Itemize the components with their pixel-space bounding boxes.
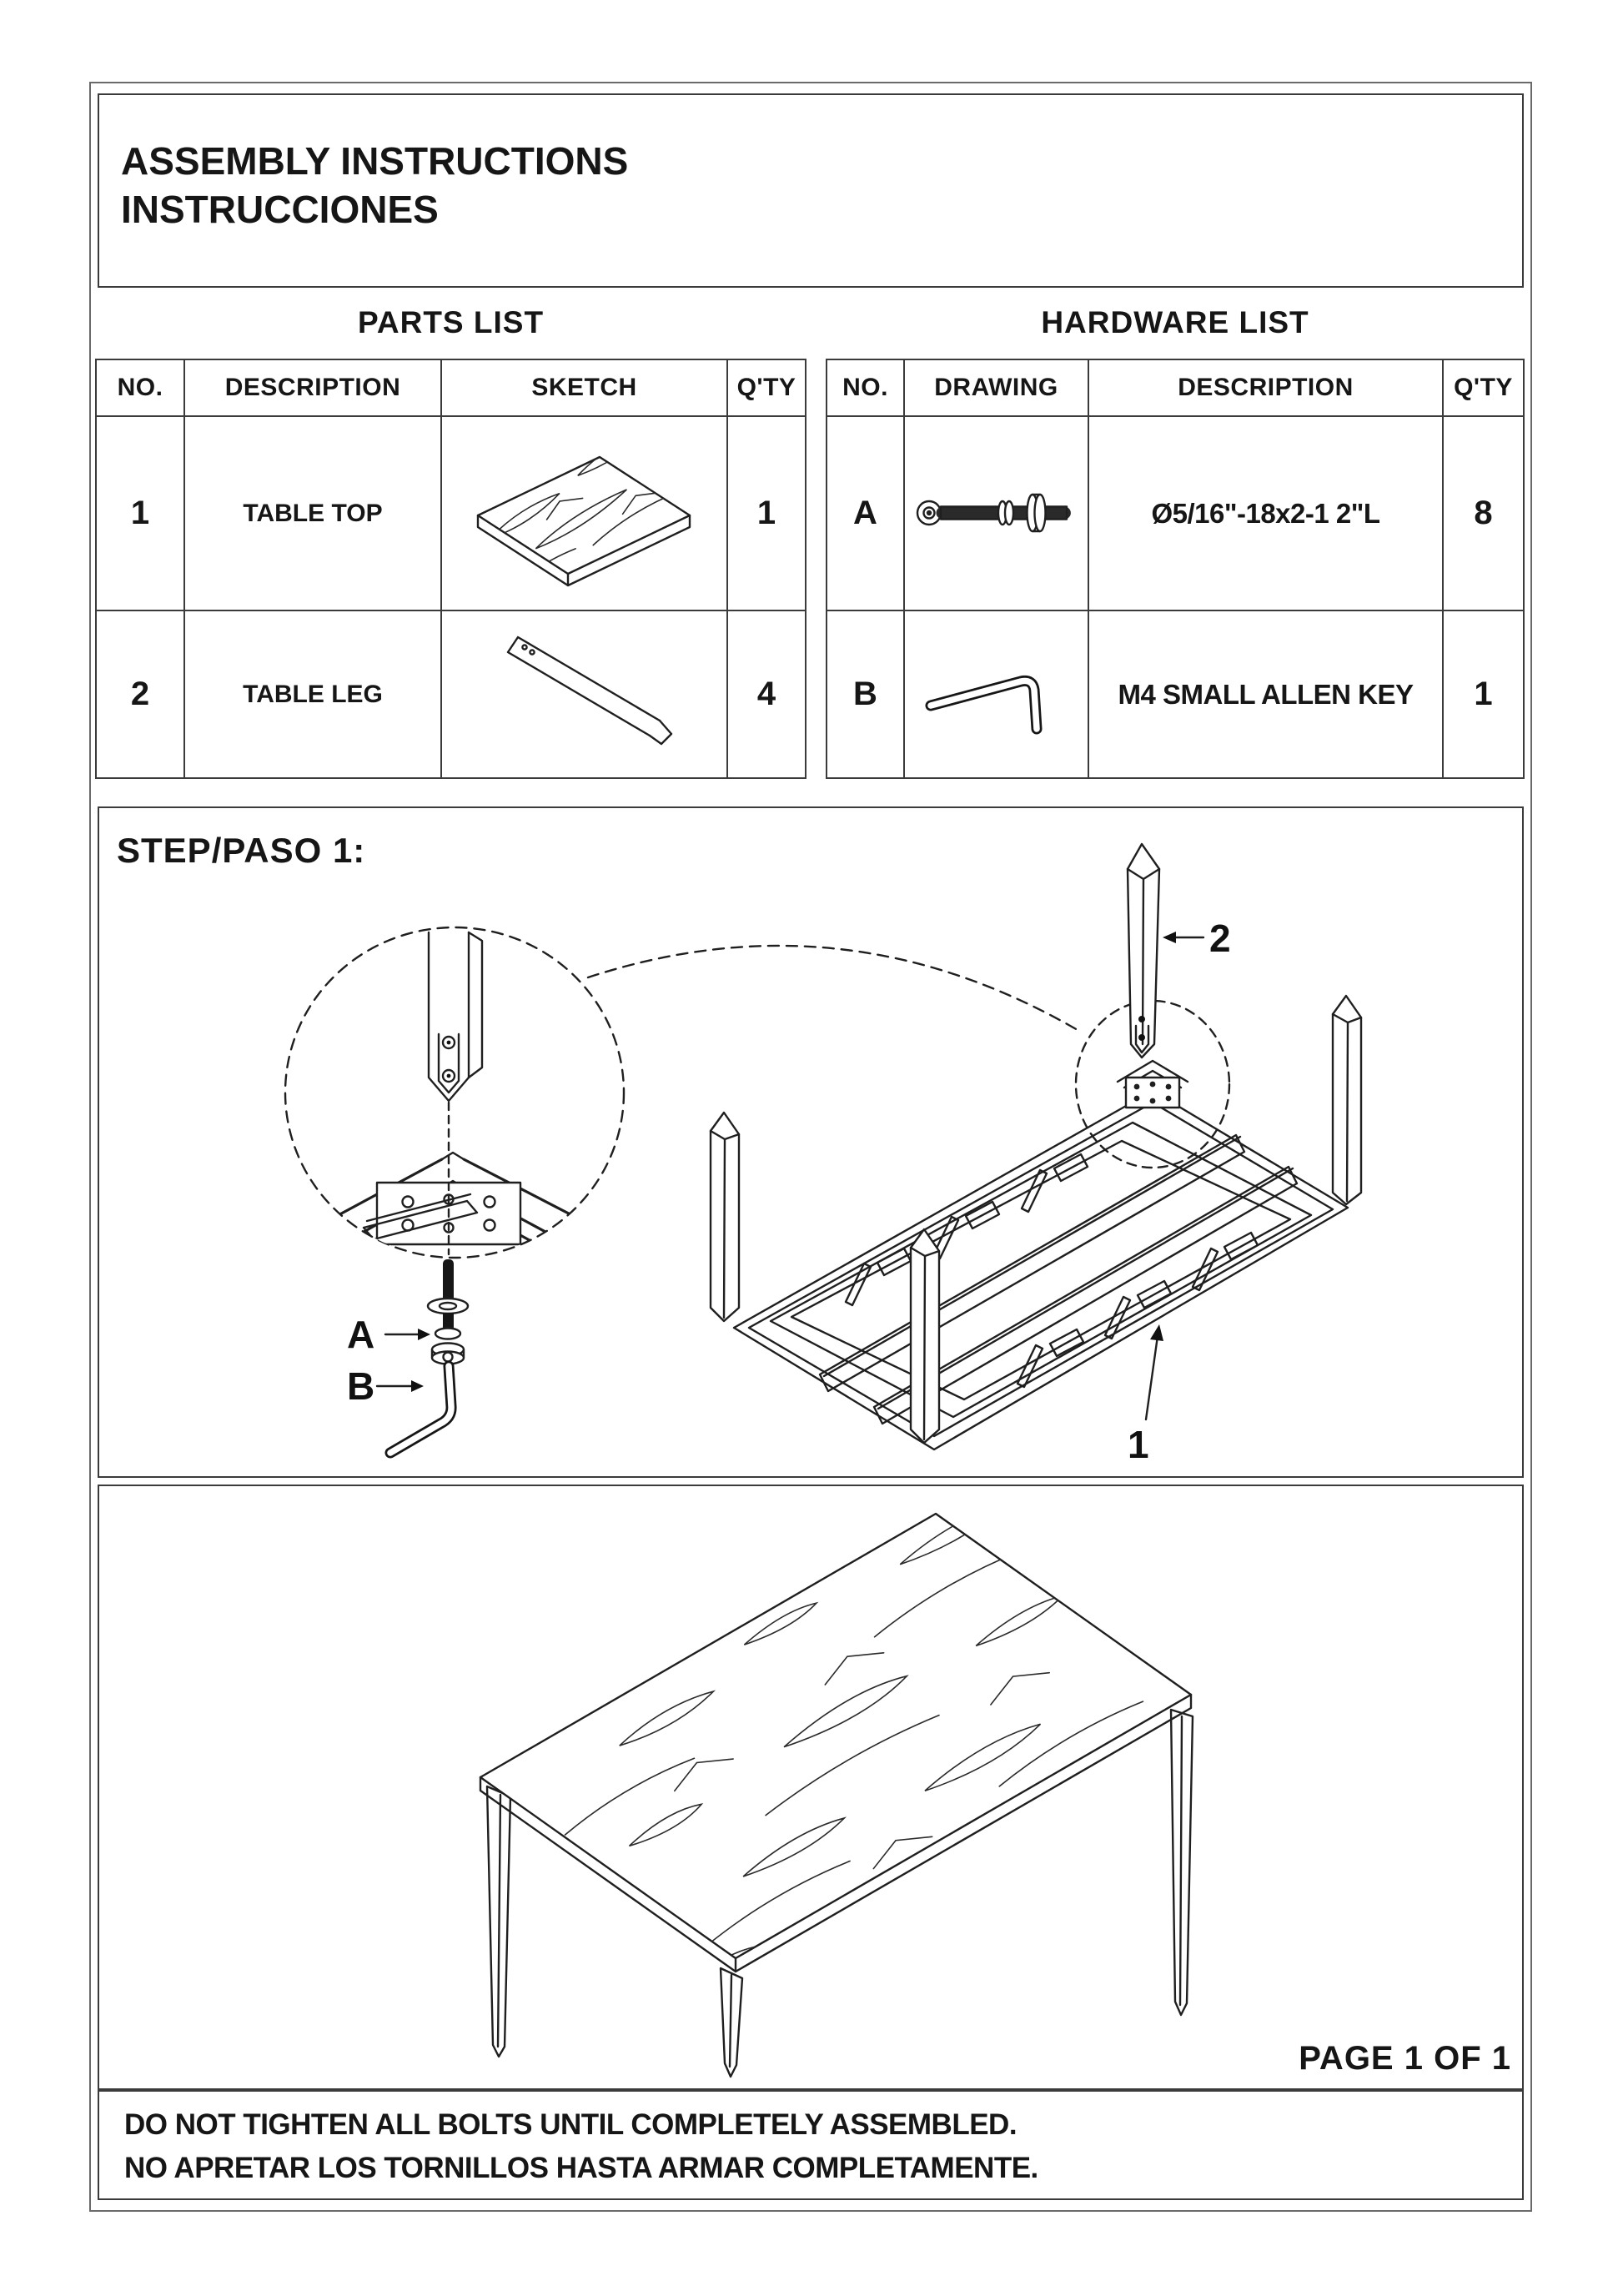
- parts-header-sketch: SKETCH: [442, 360, 728, 417]
- hw-header-drawing: DRAWING: [905, 360, 1089, 417]
- table-row: [442, 611, 728, 777]
- page-title: ASSEMBLY INSTRUCTIONS: [121, 139, 629, 183]
- callout-label: 1: [1128, 1423, 1149, 1466]
- hw-row-qty: 1: [1474, 676, 1493, 712]
- table-leg-sketch: [442, 612, 727, 776]
- parts-list-table: [95, 359, 806, 779]
- footer-warning-en: DO NOT TIGHTEN ALL BOLTS UNTIL COMPLETELY ASSEMBLED.: [124, 2108, 1018, 2141]
- upside-down-table-drawing: [734, 1091, 1348, 1449]
- table-legs-drawing: [711, 996, 1361, 1443]
- hw-header-qty: Q'TY: [1444, 360, 1523, 417]
- hw-row-qty: 8: [1444, 417, 1523, 611]
- page-subtitle: INSTRUCCIONES: [121, 188, 439, 231]
- callout-allen-key: [347, 1364, 424, 1408]
- footer-warning-es: NO APRETAR LOS TORNILLOS HASTA ARMAR COMPLETAMENTE.: [124, 2152, 1038, 2184]
- table-row: [905, 611, 1089, 777]
- parts-row-no: 1: [97, 417, 185, 611]
- table-row: [905, 417, 1089, 611]
- parts-list-title: PARTS LIST: [357, 305, 545, 339]
- callout-label: B: [347, 1364, 375, 1408]
- assembled-table-drawing: [98, 1485, 1524, 2090]
- parts-header-no: NO.: [97, 360, 185, 417]
- step1-diagram: [98, 806, 1524, 1478]
- page-number-label: PAGE 1 OF 1: [1299, 2040, 1511, 2077]
- parts-row-description: TABLE LEG: [185, 611, 442, 777]
- footer-note-box: [98, 2090, 1524, 2200]
- flange-bolt-drawing: [906, 418, 1087, 609]
- hw-row-no: A: [827, 417, 905, 611]
- hw-header-no: NO.: [827, 360, 905, 417]
- callout-bolt: [347, 1313, 430, 1356]
- bolt-drawing: [428, 1259, 468, 1364]
- hw-header-description: DESCRIPTION: [1089, 360, 1444, 417]
- callout-table-top: [1128, 1324, 1163, 1466]
- parts-row-qty: 4: [756, 676, 776, 712]
- parts-row-description: TABLE TOP: [185, 417, 442, 611]
- allen-key-step-drawing: [390, 1366, 451, 1453]
- header-box: [98, 93, 1524, 288]
- detail-leader-line: [588, 946, 1078, 1030]
- hardware-list-title: HARDWARE LIST: [1041, 305, 1309, 339]
- callout-label: 2: [1209, 917, 1231, 960]
- callout-label: A: [347, 1313, 375, 1356]
- corner-bracket-drawing: [1118, 1061, 1188, 1108]
- table-top-sketch: [442, 417, 727, 610]
- table-row: [442, 417, 728, 611]
- hardware-list-table: [826, 359, 1525, 779]
- step1-title: STEP/PASO 1:: [117, 831, 366, 870]
- hw-row-description: M4 SMALL ALLEN KEY: [1089, 611, 1444, 777]
- hw-row-no: B: [827, 611, 905, 777]
- parts-row-no: 2: [97, 611, 185, 777]
- parts-header-description: DESCRIPTION: [185, 360, 442, 417]
- allen-key-drawing: [906, 612, 1087, 776]
- callout-table-leg: [1163, 917, 1231, 960]
- parts-row-qty: 1: [728, 417, 805, 611]
- hw-row-description: Ø5/16"-18x2-1 2"L: [1089, 417, 1444, 611]
- parts-header-qty: Q'TY: [728, 360, 805, 417]
- assembled-top: [480, 1514, 1191, 1972]
- floating-leg-drawing: [1128, 844, 1159, 1058]
